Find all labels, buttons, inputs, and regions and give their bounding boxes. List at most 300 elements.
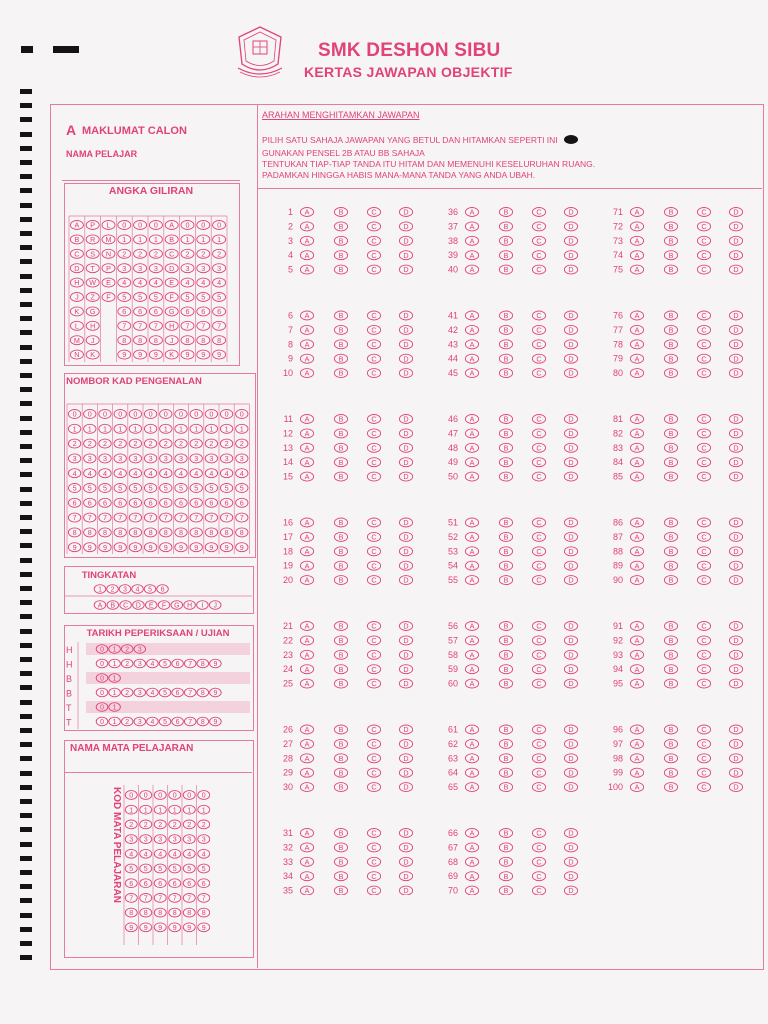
- tarikh-bubble[interactable]: [184, 717, 196, 726]
- answer-bubble[interactable]: [367, 576, 380, 585]
- kod-mata-pelajaran-bubble[interactable]: [154, 864, 166, 873]
- answer-bubble[interactable]: [729, 532, 742, 541]
- answer-bubble[interactable]: [630, 311, 643, 320]
- answer-bubble[interactable]: [697, 547, 710, 556]
- angka-giliran-bubble[interactable]: [70, 350, 83, 359]
- angka-giliran-bubble[interactable]: [181, 235, 194, 244]
- answer-bubble[interactable]: [564, 518, 577, 527]
- kod-mata-pelajaran-bubble[interactable]: [154, 894, 166, 903]
- angka-giliran-bubble[interactable]: [165, 293, 178, 302]
- answer-bubble[interactable]: [564, 472, 577, 481]
- angka-giliran-bubble[interactable]: [134, 293, 147, 302]
- kad-pengenalan-bubble[interactable]: [236, 410, 248, 419]
- answer-bubble[interactable]: [367, 783, 380, 792]
- answer-bubble[interactable]: [300, 458, 313, 467]
- answer-bubble[interactable]: [499, 622, 512, 631]
- answer-bubble[interactable]: [399, 369, 412, 378]
- kad-pengenalan-bubble[interactable]: [175, 498, 187, 507]
- angka-giliran-bubble[interactable]: [213, 249, 226, 258]
- answer-bubble[interactable]: [300, 679, 313, 688]
- answer-bubble[interactable]: [465, 576, 478, 585]
- answer-bubble[interactable]: [532, 739, 545, 748]
- answer-bubble[interactable]: [334, 340, 347, 349]
- angka-giliran-bubble[interactable]: [70, 264, 83, 273]
- kad-pengenalan-bubble[interactable]: [236, 484, 248, 493]
- answer-bubble[interactable]: [697, 783, 710, 792]
- kod-mata-pelajaran-bubble[interactable]: [154, 923, 166, 932]
- answer-bubble[interactable]: [729, 679, 742, 688]
- angka-giliran-bubble[interactable]: [165, 278, 178, 287]
- answer-bubble[interactable]: [697, 236, 710, 245]
- answer-bubble[interactable]: [367, 679, 380, 688]
- angka-giliran-bubble[interactable]: [149, 336, 162, 345]
- angka-giliran-bubble[interactable]: [197, 278, 210, 287]
- answer-bubble[interactable]: [664, 458, 677, 467]
- kod-mata-pelajaran-bubble[interactable]: [169, 864, 181, 873]
- angka-giliran-bubble[interactable]: [181, 293, 194, 302]
- kod-mata-pelajaran-bubble[interactable]: [183, 894, 195, 903]
- answer-bubble[interactable]: [697, 429, 710, 438]
- answer-bubble[interactable]: [334, 843, 347, 852]
- answer-bubble[interactable]: [564, 415, 577, 424]
- kod-mata-pelajaran-bubble[interactable]: [125, 908, 137, 917]
- kad-pengenalan-bubble[interactable]: [175, 454, 187, 463]
- answer-bubble[interactable]: [664, 354, 677, 363]
- answer-bubble[interactable]: [300, 251, 313, 260]
- kad-pengenalan-bubble[interactable]: [68, 498, 80, 507]
- kad-pengenalan-bubble[interactable]: [190, 543, 202, 552]
- answer-bubble[interactable]: [532, 886, 545, 895]
- kod-mata-pelajaran-bubble[interactable]: [198, 835, 210, 844]
- answer-bubble[interactable]: [367, 369, 380, 378]
- answer-bubble[interactable]: [300, 208, 313, 217]
- answer-bubble[interactable]: [630, 650, 643, 659]
- tarikh-bubble[interactable]: [96, 688, 108, 697]
- kad-pengenalan-bubble[interactable]: [114, 528, 126, 537]
- tarikh-bubble[interactable]: [159, 659, 171, 668]
- kad-pengenalan-bubble[interactable]: [190, 469, 202, 478]
- kod-mata-pelajaran-bubble[interactable]: [154, 835, 166, 844]
- angka-giliran-bubble[interactable]: [197, 221, 210, 230]
- answer-bubble[interactable]: [532, 783, 545, 792]
- answer-bubble[interactable]: [564, 886, 577, 895]
- angka-giliran-bubble[interactable]: [118, 321, 131, 330]
- angka-giliran-bubble[interactable]: [86, 278, 99, 287]
- angka-giliran-bubble[interactable]: [118, 221, 131, 230]
- answer-bubble[interactable]: [729, 354, 742, 363]
- kad-pengenalan-bubble[interactable]: [220, 439, 232, 448]
- tarikh-bubble[interactable]: [147, 659, 159, 668]
- kad-pengenalan-bubble[interactable]: [84, 469, 96, 478]
- tarikh-bubble[interactable]: [159, 688, 171, 697]
- answer-bubble[interactable]: [564, 208, 577, 217]
- answer-bubble[interactable]: [664, 236, 677, 245]
- answer-bubble[interactable]: [532, 265, 545, 274]
- angka-giliran-bubble[interactable]: [86, 336, 99, 345]
- kod-mata-pelajaran-bubble[interactable]: [169, 894, 181, 903]
- tarikh-bubble[interactable]: [172, 659, 184, 668]
- answer-bubble[interactable]: [564, 725, 577, 734]
- answer-bubble[interactable]: [532, 843, 545, 852]
- kod-mata-pelajaran-bubble[interactable]: [198, 791, 210, 800]
- answer-bubble[interactable]: [630, 265, 643, 274]
- angka-giliran-bubble[interactable]: [181, 321, 194, 330]
- kad-pengenalan-bubble[interactable]: [205, 469, 217, 478]
- kad-pengenalan-bubble[interactable]: [144, 528, 156, 537]
- answer-bubble[interactable]: [564, 872, 577, 881]
- tarikh-bubble[interactable]: [109, 659, 121, 668]
- answer-bubble[interactable]: [532, 768, 545, 777]
- kad-pengenalan-bubble[interactable]: [99, 410, 111, 419]
- kad-pengenalan-bubble[interactable]: [84, 498, 96, 507]
- tarikh-bubble[interactable]: [197, 688, 209, 697]
- kad-pengenalan-bubble[interactable]: [205, 410, 217, 419]
- kelas-bubble[interactable]: [197, 601, 209, 610]
- answer-bubble[interactable]: [300, 547, 313, 556]
- angka-giliran-bubble[interactable]: [134, 264, 147, 273]
- answer-bubble[interactable]: [697, 650, 710, 659]
- kad-pengenalan-bubble[interactable]: [190, 454, 202, 463]
- answer-bubble[interactable]: [532, 650, 545, 659]
- answer-bubble[interactable]: [499, 325, 512, 334]
- answer-bubble[interactable]: [697, 208, 710, 217]
- angka-giliran-bubble[interactable]: [213, 264, 226, 273]
- answer-bubble[interactable]: [399, 251, 412, 260]
- answer-bubble[interactable]: [300, 325, 313, 334]
- kad-pengenalan-bubble[interactable]: [236, 528, 248, 537]
- kad-pengenalan-bubble[interactable]: [129, 469, 141, 478]
- kad-pengenalan-bubble[interactable]: [236, 513, 248, 522]
- answer-bubble[interactable]: [367, 472, 380, 481]
- kad-pengenalan-bubble[interactable]: [160, 528, 172, 537]
- answer-bubble[interactable]: [664, 636, 677, 645]
- kod-mata-pelajaran-bubble[interactable]: [198, 894, 210, 903]
- angka-giliran-bubble[interactable]: [102, 221, 115, 230]
- answer-bubble[interactable]: [300, 636, 313, 645]
- answer-bubble[interactable]: [532, 754, 545, 763]
- answer-bubble[interactable]: [697, 340, 710, 349]
- answer-bubble[interactable]: [300, 369, 313, 378]
- kad-pengenalan-bubble[interactable]: [220, 424, 232, 433]
- answer-bubble[interactable]: [499, 415, 512, 424]
- answer-bubble[interactable]: [465, 547, 478, 556]
- answer-bubble[interactable]: [334, 768, 347, 777]
- answer-bubble[interactable]: [465, 443, 478, 452]
- answer-bubble[interactable]: [630, 768, 643, 777]
- answer-bubble[interactable]: [564, 783, 577, 792]
- answer-bubble[interactable]: [729, 222, 742, 231]
- kad-pengenalan-bubble[interactable]: [68, 484, 80, 493]
- kad-pengenalan-bubble[interactable]: [129, 454, 141, 463]
- answer-bubble[interactable]: [334, 532, 347, 541]
- answer-bubble[interactable]: [367, 208, 380, 217]
- angka-giliran-bubble[interactable]: [102, 278, 115, 287]
- kod-mata-pelajaran-bubble[interactable]: [169, 820, 181, 829]
- answer-bubble[interactable]: [465, 208, 478, 217]
- kod-mata-pelajaran-bubble[interactable]: [140, 894, 152, 903]
- angka-giliran-bubble[interactable]: [181, 264, 194, 273]
- angka-giliran-bubble[interactable]: [70, 307, 83, 316]
- kod-mata-pelajaran-bubble[interactable]: [198, 805, 210, 814]
- answer-bubble[interactable]: [630, 518, 643, 527]
- answer-bubble[interactable]: [367, 547, 380, 556]
- kad-pengenalan-bubble[interactable]: [205, 454, 217, 463]
- answer-bubble[interactable]: [300, 236, 313, 245]
- answer-bubble[interactable]: [300, 665, 313, 674]
- angka-giliran-bubble[interactable]: [134, 221, 147, 230]
- answer-bubble[interactable]: [630, 739, 643, 748]
- kad-pengenalan-bubble[interactable]: [84, 528, 96, 537]
- answer-bubble[interactable]: [399, 783, 412, 792]
- kod-mata-pelajaran-bubble[interactable]: [183, 791, 195, 800]
- angka-giliran-bubble[interactable]: [149, 278, 162, 287]
- answer-bubble[interactable]: [697, 622, 710, 631]
- answer-bubble[interactable]: [334, 622, 347, 631]
- angka-giliran-bubble[interactable]: [70, 336, 83, 345]
- answer-bubble[interactable]: [697, 532, 710, 541]
- kod-mata-pelajaran-bubble[interactable]: [169, 805, 181, 814]
- answer-bubble[interactable]: [630, 222, 643, 231]
- answer-bubble[interactable]: [367, 665, 380, 674]
- answer-bubble[interactable]: [564, 857, 577, 866]
- answer-bubble[interactable]: [564, 636, 577, 645]
- answer-bubble[interactable]: [697, 458, 710, 467]
- answer-bubble[interactable]: [664, 415, 677, 424]
- answer-bubble[interactable]: [532, 561, 545, 570]
- answer-bubble[interactable]: [532, 458, 545, 467]
- answer-bubble[interactable]: [334, 872, 347, 881]
- kad-pengenalan-bubble[interactable]: [220, 528, 232, 537]
- answer-bubble[interactable]: [465, 739, 478, 748]
- angka-giliran-bubble[interactable]: [118, 307, 131, 316]
- answer-bubble[interactable]: [729, 208, 742, 217]
- tarikh-bubble[interactable]: [109, 717, 121, 726]
- answer-bubble[interactable]: [465, 265, 478, 274]
- kad-pengenalan-bubble[interactable]: [205, 528, 217, 537]
- answer-bubble[interactable]: [399, 843, 412, 852]
- tingkatan-bubble[interactable]: [94, 585, 106, 594]
- answer-bubble[interactable]: [367, 415, 380, 424]
- angka-giliran-bubble[interactable]: [181, 350, 194, 359]
- answer-bubble[interactable]: [564, 547, 577, 556]
- answer-bubble[interactable]: [465, 872, 478, 881]
- kad-pengenalan-bubble[interactable]: [175, 439, 187, 448]
- kad-pengenalan-bubble[interactable]: [205, 543, 217, 552]
- kod-mata-pelajaran-bubble[interactable]: [125, 894, 137, 903]
- answer-bubble[interactable]: [532, 251, 545, 260]
- tarikh-bubble[interactable]: [197, 659, 209, 668]
- answer-bubble[interactable]: [499, 783, 512, 792]
- answer-bubble[interactable]: [300, 783, 313, 792]
- angka-giliran-bubble[interactable]: [149, 235, 162, 244]
- answer-bubble[interactable]: [630, 325, 643, 334]
- answer-bubble[interactable]: [399, 354, 412, 363]
- kod-mata-pelajaran-bubble[interactable]: [125, 805, 137, 814]
- answer-bubble[interactable]: [664, 369, 677, 378]
- answer-bubble[interactable]: [729, 783, 742, 792]
- angka-giliran-bubble[interactable]: [102, 264, 115, 273]
- kad-pengenalan-bubble[interactable]: [160, 439, 172, 448]
- kod-mata-pelajaran-bubble[interactable]: [125, 923, 137, 932]
- answer-bubble[interactable]: [300, 872, 313, 881]
- answer-bubble[interactable]: [630, 415, 643, 424]
- kad-pengenalan-bubble[interactable]: [236, 424, 248, 433]
- kad-pengenalan-bubble[interactable]: [220, 469, 232, 478]
- answer-bubble[interactable]: [300, 340, 313, 349]
- answer-bubble[interactable]: [499, 886, 512, 895]
- answer-bubble[interactable]: [532, 325, 545, 334]
- answer-bubble[interactable]: [399, 636, 412, 645]
- kad-pengenalan-bubble[interactable]: [205, 513, 217, 522]
- kad-pengenalan-bubble[interactable]: [160, 498, 172, 507]
- kad-pengenalan-bubble[interactable]: [68, 424, 80, 433]
- answer-bubble[interactable]: [729, 443, 742, 452]
- answer-bubble[interactable]: [697, 636, 710, 645]
- kad-pengenalan-bubble[interactable]: [99, 439, 111, 448]
- kelas-bubble[interactable]: [120, 601, 132, 610]
- answer-bubble[interactable]: [399, 443, 412, 452]
- answer-bubble[interactable]: [697, 369, 710, 378]
- answer-bubble[interactable]: [367, 768, 380, 777]
- kad-pengenalan-bubble[interactable]: [129, 424, 141, 433]
- answer-bubble[interactable]: [367, 265, 380, 274]
- answer-bubble[interactable]: [697, 415, 710, 424]
- answer-bubble[interactable]: [465, 679, 478, 688]
- angka-giliran-bubble[interactable]: [134, 249, 147, 258]
- angka-giliran-bubble[interactable]: [165, 321, 178, 330]
- answer-bubble[interactable]: [532, 622, 545, 631]
- answer-bubble[interactable]: [564, 739, 577, 748]
- answer-bubble[interactable]: [729, 415, 742, 424]
- angka-giliran-bubble[interactable]: [197, 321, 210, 330]
- answer-bubble[interactable]: [334, 415, 347, 424]
- answer-bubble[interactable]: [300, 518, 313, 527]
- angka-giliran-bubble[interactable]: [181, 221, 194, 230]
- kad-pengenalan-bubble[interactable]: [68, 469, 80, 478]
- angka-giliran-bubble[interactable]: [165, 221, 178, 230]
- kad-pengenalan-bubble[interactable]: [160, 454, 172, 463]
- answer-bubble[interactable]: [300, 429, 313, 438]
- kad-pengenalan-bubble[interactable]: [144, 410, 156, 419]
- kad-pengenalan-bubble[interactable]: [144, 469, 156, 478]
- answer-bubble[interactable]: [367, 458, 380, 467]
- answer-bubble[interactable]: [564, 311, 577, 320]
- angka-giliran-bubble[interactable]: [197, 336, 210, 345]
- kod-mata-pelajaran-bubble[interactable]: [198, 923, 210, 932]
- answer-bubble[interactable]: [729, 458, 742, 467]
- tingkatan-bubble[interactable]: [144, 585, 156, 594]
- kad-pengenalan-bubble[interactable]: [190, 410, 202, 419]
- answer-bubble[interactable]: [300, 576, 313, 585]
- answer-bubble[interactable]: [367, 340, 380, 349]
- kad-pengenalan-bubble[interactable]: [114, 469, 126, 478]
- answer-bubble[interactable]: [664, 429, 677, 438]
- answer-bubble[interactable]: [499, 208, 512, 217]
- answer-bubble[interactable]: [729, 547, 742, 556]
- angka-giliran-bubble[interactable]: [197, 249, 210, 258]
- answer-bubble[interactable]: [532, 576, 545, 585]
- answer-bubble[interactable]: [564, 251, 577, 260]
- answer-bubble[interactable]: [300, 415, 313, 424]
- answer-bubble[interactable]: [630, 636, 643, 645]
- kad-pengenalan-bubble[interactable]: [84, 424, 96, 433]
- answer-bubble[interactable]: [499, 636, 512, 645]
- answer-bubble[interactable]: [399, 650, 412, 659]
- answer-bubble[interactable]: [334, 665, 347, 674]
- answer-bubble[interactable]: [300, 354, 313, 363]
- kad-pengenalan-bubble[interactable]: [236, 498, 248, 507]
- answer-bubble[interactable]: [532, 532, 545, 541]
- answer-bubble[interactable]: [532, 636, 545, 645]
- answer-bubble[interactable]: [399, 222, 412, 231]
- answer-bubble[interactable]: [465, 340, 478, 349]
- answer-bubble[interactable]: [399, 679, 412, 688]
- tingkatan-bubble[interactable]: [107, 585, 119, 594]
- answer-bubble[interactable]: [399, 829, 412, 838]
- answer-bubble[interactable]: [729, 576, 742, 585]
- answer-bubble[interactable]: [664, 340, 677, 349]
- kad-pengenalan-bubble[interactable]: [99, 424, 111, 433]
- kad-pengenalan-bubble[interactable]: [129, 513, 141, 522]
- kad-pengenalan-bubble[interactable]: [129, 543, 141, 552]
- answer-bubble[interactable]: [664, 754, 677, 763]
- kod-mata-pelajaran-bubble[interactable]: [183, 835, 195, 844]
- answer-bubble[interactable]: [399, 518, 412, 527]
- angka-giliran-bubble[interactable]: [149, 249, 162, 258]
- answer-bubble[interactable]: [399, 340, 412, 349]
- answer-bubble[interactable]: [399, 325, 412, 334]
- kelas-bubble[interactable]: [145, 601, 157, 610]
- tarikh-bubble[interactable]: [147, 717, 159, 726]
- angka-giliran-bubble[interactable]: [70, 221, 83, 230]
- answer-bubble[interactable]: [367, 518, 380, 527]
- answer-bubble[interactable]: [697, 325, 710, 334]
- tarikh-bubble[interactable]: [96, 717, 108, 726]
- kad-pengenalan-bubble[interactable]: [175, 469, 187, 478]
- kad-pengenalan-bubble[interactable]: [205, 498, 217, 507]
- tarikh-bubble[interactable]: [197, 717, 209, 726]
- angka-giliran-bubble[interactable]: [165, 336, 178, 345]
- tingkatan-bubble[interactable]: [132, 585, 144, 594]
- answer-bubble[interactable]: [499, 547, 512, 556]
- answer-bubble[interactable]: [499, 754, 512, 763]
- kad-pengenalan-bubble[interactable]: [144, 454, 156, 463]
- kod-mata-pelajaran-bubble[interactable]: [198, 908, 210, 917]
- answer-bubble[interactable]: [532, 354, 545, 363]
- answer-bubble[interactable]: [499, 354, 512, 363]
- angka-giliran-bubble[interactable]: [197, 264, 210, 273]
- kelas-bubble[interactable]: [171, 601, 183, 610]
- kod-mata-pelajaran-bubble[interactable]: [169, 879, 181, 888]
- answer-bubble[interactable]: [499, 843, 512, 852]
- answer-bubble[interactable]: [465, 843, 478, 852]
- kad-pengenalan-bubble[interactable]: [68, 410, 80, 419]
- answer-bubble[interactable]: [465, 829, 478, 838]
- angka-giliran-bubble[interactable]: [165, 249, 178, 258]
- answer-bubble[interactable]: [300, 725, 313, 734]
- angka-giliran-bubble[interactable]: [149, 264, 162, 273]
- answer-bubble[interactable]: [465, 665, 478, 674]
- angka-giliran-bubble[interactable]: [149, 307, 162, 316]
- tarikh-bubble[interactable]: [159, 717, 171, 726]
- angka-giliran-bubble[interactable]: [118, 235, 131, 244]
- angka-giliran-bubble[interactable]: [149, 321, 162, 330]
- answer-bubble[interactable]: [399, 415, 412, 424]
- answer-bubble[interactable]: [729, 622, 742, 631]
- answer-bubble[interactable]: [499, 561, 512, 570]
- tarikh-bubble[interactable]: [134, 659, 146, 668]
- answer-bubble[interactable]: [564, 843, 577, 852]
